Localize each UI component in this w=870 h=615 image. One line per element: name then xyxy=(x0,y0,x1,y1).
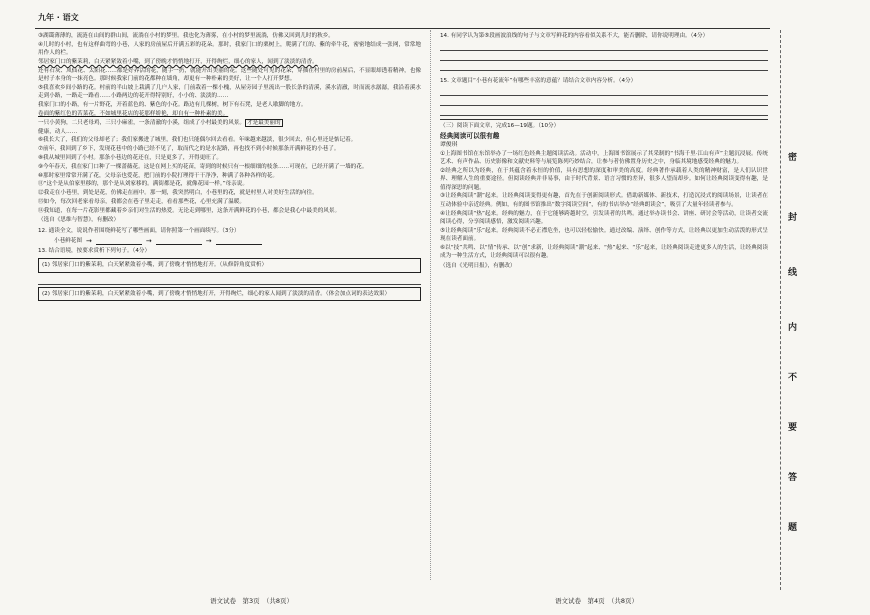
seal-char-4: 内 xyxy=(788,323,798,333)
reading-para-1: ①上海图书馆在东馆举办了一场红色经典主题阅读活动。活动中，上海图书馆展示了其采制的“书海千里·江山有声”主题沉浸展。传统艺术、有声作品、历史影像和文献史料等与展览陈列巧妙结合，让参与者仿佛置身历史之中，身临其境地感受经典的魅力。 xyxy=(440,150,768,165)
q15-answer-line-3[interactable] xyxy=(440,106,768,116)
left-column xyxy=(38,32,421,577)
para-9: ⑨今年春天，我在家门口种了一棵蔷薇花。这是在网上买的花苗，寄到的时候只有一根细细的枝条……可现在，已经开满了一墙的花。 xyxy=(38,163,368,170)
header-title: 九年 · 语文 xyxy=(38,13,79,22)
footer-page-4: 语文试卷 第4页 （共8页） xyxy=(555,597,639,605)
para-4-underlined-sentence: 邻居家门口的紫茉莉，白天紧紧敛着小嘴，到了傍晚才悄悄地打开，开得绚烂，细心的家人，闻到了淡淡的清香。 xyxy=(38,59,318,65)
article-author: 谭俊琪 xyxy=(440,141,458,148)
article-title: 经典阅读可以很有趣 xyxy=(440,132,500,140)
q12-arrow-2: → xyxy=(145,236,152,245)
question-13: 13. 结合语境，按要求赏析下列句子。（4分） xyxy=(38,248,151,255)
q15-answer-line-1[interactable] xyxy=(440,86,768,96)
left-source: （选自《思维与智慧》，有删改） xyxy=(38,217,120,224)
q12-arrow-3: → xyxy=(205,236,212,245)
para-7: ⑦前年，我回到了乡下，发现花巷中的小路已经不见了，取而代之的是水泥路，再也找不到小时候那条开满鲜花的小巷了。 xyxy=(38,146,340,153)
q13-item-1: (1) 邻居家门口的紫茉莉，白天紧紧敛着小嘴，到了傍晚才悄悄地打开。（从修辞角度赏析） xyxy=(42,261,268,268)
para-5-underline: 卷面的紫红色的苦菜花，不如城里花店的花那样娇艳，却自有一种朴素的美。 xyxy=(38,111,229,117)
para-6: ⑥我长大了，我们的父母却老了；我们家搬进了城里，我们也只能偶尔回去看看。年味越来越淡，很少回去，但心里还是惦记着。 xyxy=(38,137,357,144)
para-5c-text: 一只小黄狗，二只老母鸡，三只小麻雀，一条清澈的小溪，组成了小村最美的风景。 xyxy=(38,119,245,126)
question-15: 15. 文章题目“小巷有花流年”有哪些丰富的意蕴？请结合文章内容分析。（4分） xyxy=(440,77,637,84)
q14-answer-line-1[interactable] xyxy=(440,41,768,51)
para-5b: 我家门口的小路，有一片野花，开着蓝色的、紫色的小花。路边有几棵树，树下有石凳，是老人歇脚的地方。 xyxy=(38,102,307,109)
para-10: ⑩那时家里常常开满了花，父母亲也爱花，把门前的小院打理得干干净净，种满了各种各样的花。 xyxy=(38,172,278,179)
header-rule xyxy=(35,28,770,29)
para-5: ⑤我喜欢乡间小路的花。村前的半山坡上栽满了几户人家，门前栽着一棵小槐，从屋旁园子里流出一股长条的清溪，溪水清澈，时而流水潺潺，我沿着溪水走到小路，一路走一路看……小路两边的花开得特别好，小小的、淡淡的…… xyxy=(38,85,421,100)
q12-blank-1[interactable] xyxy=(96,238,142,245)
section-3-heading: （三）阅读下面文章，完成16—19题。（10分） xyxy=(440,119,768,130)
para-13: ⑬如今，每次回老家看母亲，我都会在巷子里走走，看看那些花，心里充满了温暖。 xyxy=(38,198,245,205)
para-4a: ④儿时的小村，也有这样曲弯的小巷，人家的房前屋后开满五彩的花朵。那时，我家门口的栗树上，爬满了红的、紫的牵牛花，密密地结成一张网，常常地用作人的栏。 xyxy=(38,41,421,57)
reading-para-2: ②经典之所以为经典，在于其蕴含着永恒的价值，具有思想的深度和审美的高度。经典著作承载着人类的精神财富，是人们认识世界、理解人生的重要途径。但阅读经典并非易事，由于时代背景、语言习惯的差异，很多人望而却步。如何让经典阅读变得有趣，是值得深思的问题。 xyxy=(440,167,768,191)
footer-page-3: 语文试卷 第3页 （共8页） xyxy=(210,597,294,605)
q13-box-1 xyxy=(38,258,421,273)
para-3: ③湖霭薄薄的，流涟在山间的群山间，流淌在小村的梦里。我也化为薄雾，在小村的梦里流淌，仿佛又回到儿时的秋乡。 xyxy=(38,33,334,39)
q15-answer-line-2[interactable] xyxy=(440,96,768,106)
seal-char-3: 线 xyxy=(788,268,798,278)
right-column xyxy=(440,32,768,577)
q12-first-scene: 小巷鲜花图 xyxy=(54,237,82,244)
para-5c xyxy=(38,119,421,127)
right-source: （选自《光明日报》，有删改） xyxy=(440,262,516,269)
seal-line xyxy=(780,30,781,590)
para-5-boxed-phrase: 才是最美丽的 xyxy=(246,119,281,126)
q12-flow xyxy=(54,237,421,245)
seal-char-5: 不 xyxy=(788,373,798,383)
q13-item-2: (2) 邻居家门口的紫茉莉，白天紧紧敛着小嘴，到了傍晚才悄悄地打开，开得绚烂，细心的家人闻到了淡淡的清香。（体会加点词的表达效果） xyxy=(42,290,391,297)
q13-answer-line-1[interactable] xyxy=(38,275,421,285)
para-5d: 健康，动人…… xyxy=(38,128,78,135)
q12-arrow-1: → xyxy=(85,236,92,245)
question-14: 14. 有同学认为第⑤段画波浪线的句子与文章写鲜花的内容看似关系不大，能否删除，请你说明理由。（4分） xyxy=(440,33,709,39)
q12-blank-3[interactable] xyxy=(216,238,262,245)
para-12: ⑫我走在小巷里，到处是花，仿佛走在画中。那一刻，我突然明白，小巷里的花，就是村里人对美好生活的向往。 xyxy=(38,190,318,197)
para-8: ⑧我从城里回到了小村。那条小巷边的花还在，只是更多了，开得更旺了。 xyxy=(38,154,223,161)
question-12: 12. 通读全文，说说作者围绕鲜花写了哪些画面，请你照第一个画面续写。（3分） xyxy=(38,227,240,234)
seal-char-1: 密 xyxy=(788,153,798,163)
seal-char-8: 题 xyxy=(788,523,798,533)
reading-para-5: ⑤让经典阅读“乐”起来。经典阅读不必正襟危坐，也可以轻松愉快。通过改编、演绎、创作等方式，让经典以更加生动活泼的形式呈现在读者面前。 xyxy=(440,227,768,243)
q14-answer-line-2[interactable] xyxy=(440,51,768,61)
para-4c: 还有石灰、凤仙花、太阳花……都是好养活的花，随手一扔，就能开出美丽的花。这些随处可见的花朵，穿插在村里的房前屋后，不显眼却透着精神，也像是村子本身的一抹亮色。那时候我家门前的花都种在墙角，却更有一种朴素的美好，让一个人打开梦想。 xyxy=(38,67,421,83)
q12-blank-2[interactable] xyxy=(156,238,202,245)
column-divider xyxy=(430,30,431,580)
q13-box-2 xyxy=(38,287,421,302)
reading-para-6: ⑥以“技”共鸣、以“情”传承、以“创”求新，让经典阅读“潮”起来、“热”起来、“乐”起来，让经典阅读走进更多人的生活，让经典阅读成为一种生活方式，让经典阅读可以很有趣。 xyxy=(440,245,768,260)
reading-para-3: ③让经典阅读“潮”起来。让经典阅读变得更有趣，首先在于创新阅读形式。借助新媒体、新技术，打造沉浸式的阅读场景，让读者在互动体验中亲近经典。例如，有的图书馆推出“数字阅读空间”，有的书店举办“经典朗读会”，吸引了大量年轻读者参与。 xyxy=(440,193,768,208)
seal-char-7: 答 xyxy=(788,473,798,483)
seal-char-2: 封 xyxy=(788,213,798,223)
para-11: ⑪“这个是从伯家里移的，那个是从刘家移的。满街都是花，就像花园一样。”母亲说。 xyxy=(38,181,248,188)
reading-para-4: ④让经典阅读“热”起来。经典的魅力，在于它能够跨越时空，引发读者的共鸣。通过举办读书会、讲座、研讨会等活动，让读者交流阅读心得，分享阅读感悟，激发阅读兴趣。 xyxy=(440,210,768,226)
q14-answer-line-3[interactable] xyxy=(440,61,768,71)
para-14: ⑭我知道，在每一片花影里都藏着乡亲们对生活的热爱。无论走到哪里，这条开满鲜花的小巷，都会是我心中最美的风景。 xyxy=(38,207,341,214)
seal-char-6: 要 xyxy=(788,423,798,433)
